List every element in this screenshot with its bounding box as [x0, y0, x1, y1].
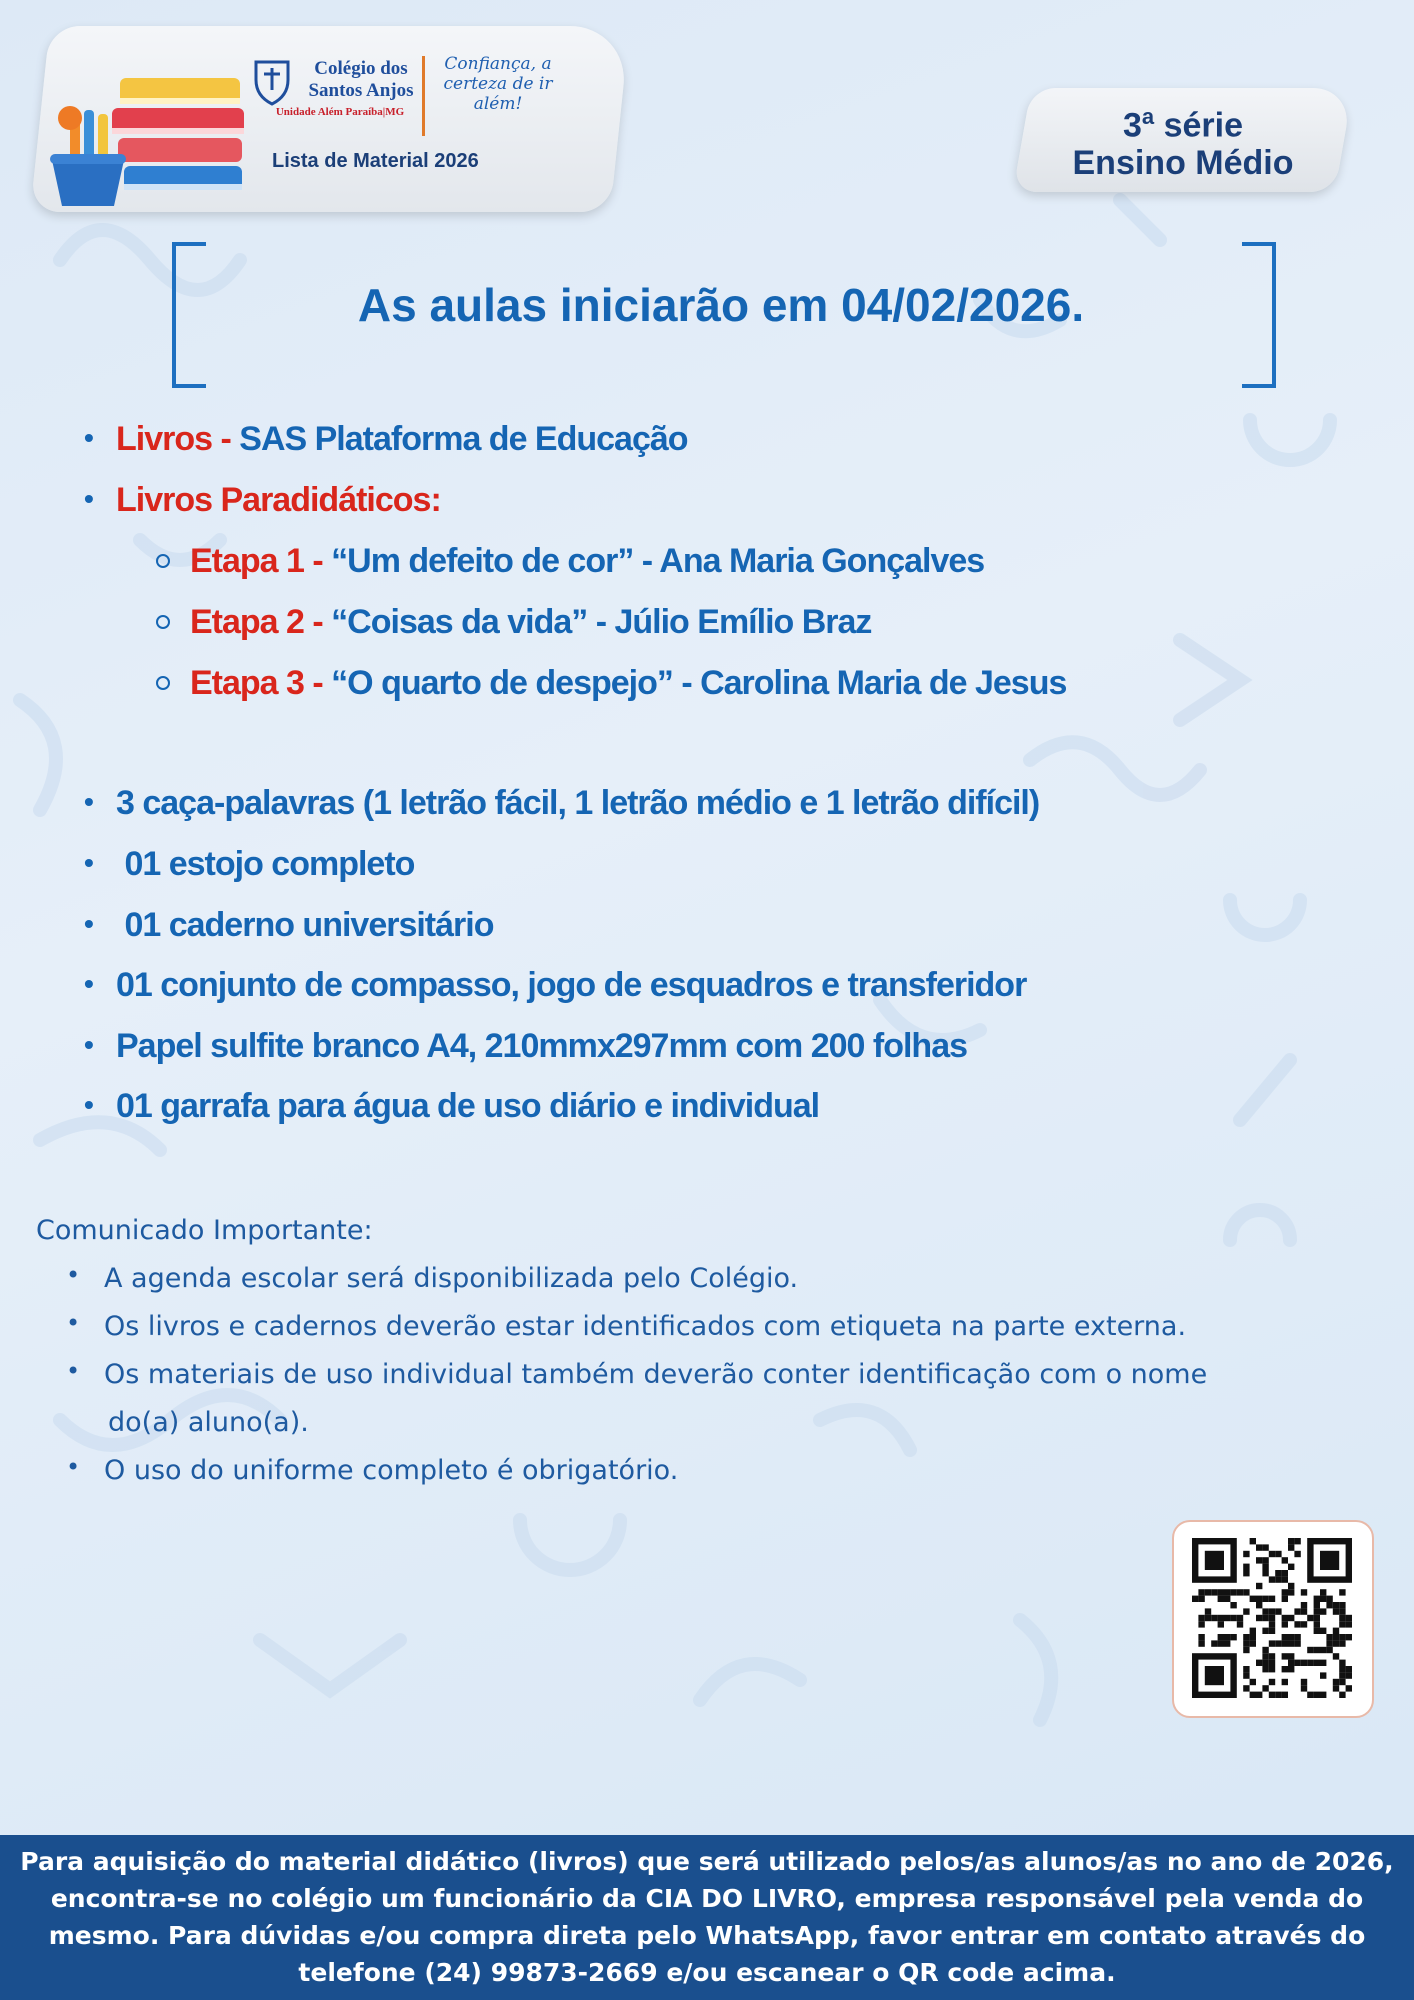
- grade-series: série: [1154, 106, 1244, 145]
- material-item: [84, 784, 1040, 823]
- material-text: Papel sulfite branco A4, 210mmx297mm com 200 folhas: [116, 1027, 968, 1065]
- material-text: 01 estojo completo: [116, 845, 415, 883]
- list-title: Lista de Material 2026: [272, 150, 479, 172]
- bullet: •: [66, 1309, 81, 1337]
- bullet: •: [66, 1453, 81, 1481]
- stage-book: “Um defeito de cor” - Ana Maria Gonçalves: [331, 542, 985, 580]
- material-item: [84, 1027, 968, 1066]
- stage-book: “Coisas da vida” - Júlio Emílio Braz: [331, 603, 872, 641]
- notice-item: [66, 1453, 679, 1486]
- footer-text: [10, 1843, 1404, 1991]
- bullet: •: [84, 422, 93, 453]
- stage-label: Etapa 1 -: [190, 542, 332, 580]
- material-text: 01 caderno universitário: [116, 906, 494, 944]
- notice-text: do(a) aluno(a).: [108, 1407, 309, 1438]
- grade-level: Ensino Médio: [1072, 144, 1294, 183]
- school-slogan: Confiança, a certeza de ir além!: [443, 54, 553, 114]
- school-unit: Unidade Além Paraíba|MG: [275, 106, 405, 118]
- bullet: •: [66, 1261, 81, 1289]
- books-value: SAS Plataforma de Educação: [239, 420, 688, 458]
- list-item-stage: [190, 664, 1066, 703]
- footer-line: Para aquisição do material didático (livros) que será utilizado pelos/as alunos/as no ano de 2026,: [20, 1847, 1394, 1876]
- qr-code[interactable]: [1192, 1538, 1352, 1698]
- books-separator: -: [220, 420, 240, 458]
- stage-label: Etapa 2 -: [190, 603, 332, 641]
- material-text: 01 conjunto de compasso, jogo de esquadros e transferidor: [116, 966, 1027, 1004]
- stage-label: Etapa 3 -: [190, 664, 332, 702]
- material-item: [84, 906, 494, 945]
- notice-text: O uso do uniforme completo é obrigatório.: [104, 1455, 679, 1486]
- stage-book: “O quarto de despejo” - Carolina Maria de Jesus: [331, 664, 1067, 702]
- material-text: 01 garrafa para água de uso diário e individual: [116, 1087, 820, 1125]
- sub-bullet: [156, 554, 170, 568]
- notice-item: [66, 1309, 1187, 1342]
- notice-text: Os materiais de uso individual também deverão conter identificação com o nome: [104, 1359, 1208, 1390]
- start-date-notice: As aulas iniciarão em 04/02/2026.: [357, 279, 1085, 331]
- school-crest-icon: [252, 56, 292, 106]
- bullet: •: [84, 968, 93, 999]
- grade-label: [1022, 98, 1344, 182]
- material-item: [84, 1087, 820, 1126]
- bullet: •: [66, 1357, 81, 1385]
- notice-text: A agenda escolar será disponibilizada pelo Colégio.: [104, 1263, 799, 1294]
- notice-item: [66, 1357, 1208, 1390]
- bullet: •: [84, 1029, 93, 1060]
- footer-line: telefone (24) 99873-2669 e/ou escanear o QR code acima.: [298, 1958, 1116, 1987]
- bullet: •: [84, 786, 93, 817]
- material-item: [84, 845, 415, 884]
- bracket-right: [1242, 242, 1276, 388]
- grade-number: 3: [1122, 106, 1142, 145]
- grade-ordinal: a: [1141, 104, 1155, 129]
- list-item-stage: [190, 542, 984, 581]
- bullet: •: [84, 908, 93, 939]
- notice-text: Os livros e cadernos deverão estar identificados com etiqueta na parte externa.: [104, 1311, 1187, 1342]
- footer-line: mesmo. Para dúvidas e/ou compra direta pelo WhatsApp, favor entrar em contato através do: [48, 1921, 1366, 1950]
- sub-bullet: [156, 615, 170, 629]
- list-item-stage: [190, 603, 871, 642]
- material-text: 3 caça-palavras (1 letrão fácil, 1 letrão médio e 1 letrão difícil): [116, 784, 1040, 822]
- notice-item: [66, 1261, 799, 1294]
- notice-title: Comunicado Importante:: [36, 1215, 373, 1246]
- header-divider: [422, 56, 425, 136]
- bullet: •: [84, 483, 93, 514]
- list-item-books: [84, 420, 688, 459]
- bullet: •: [84, 1089, 93, 1120]
- footer-line: encontra-se no colégio um funcionário da CIA DO LIVRO, empresa responsável pela venda do: [50, 1884, 1364, 1913]
- list-item-paradidaticos: [84, 481, 441, 520]
- books-illustration: [40, 50, 250, 210]
- paradidaticos-label: Livros Paradidáticos:: [116, 481, 441, 519]
- bullet: •: [84, 847, 93, 878]
- notice-item-continuation: [108, 1407, 309, 1438]
- school-name: Colégio dos Santos Anjos: [308, 58, 414, 101]
- books-label: Livros: [116, 420, 221, 458]
- sub-bullet: [156, 676, 170, 690]
- material-item: [84, 966, 1027, 1005]
